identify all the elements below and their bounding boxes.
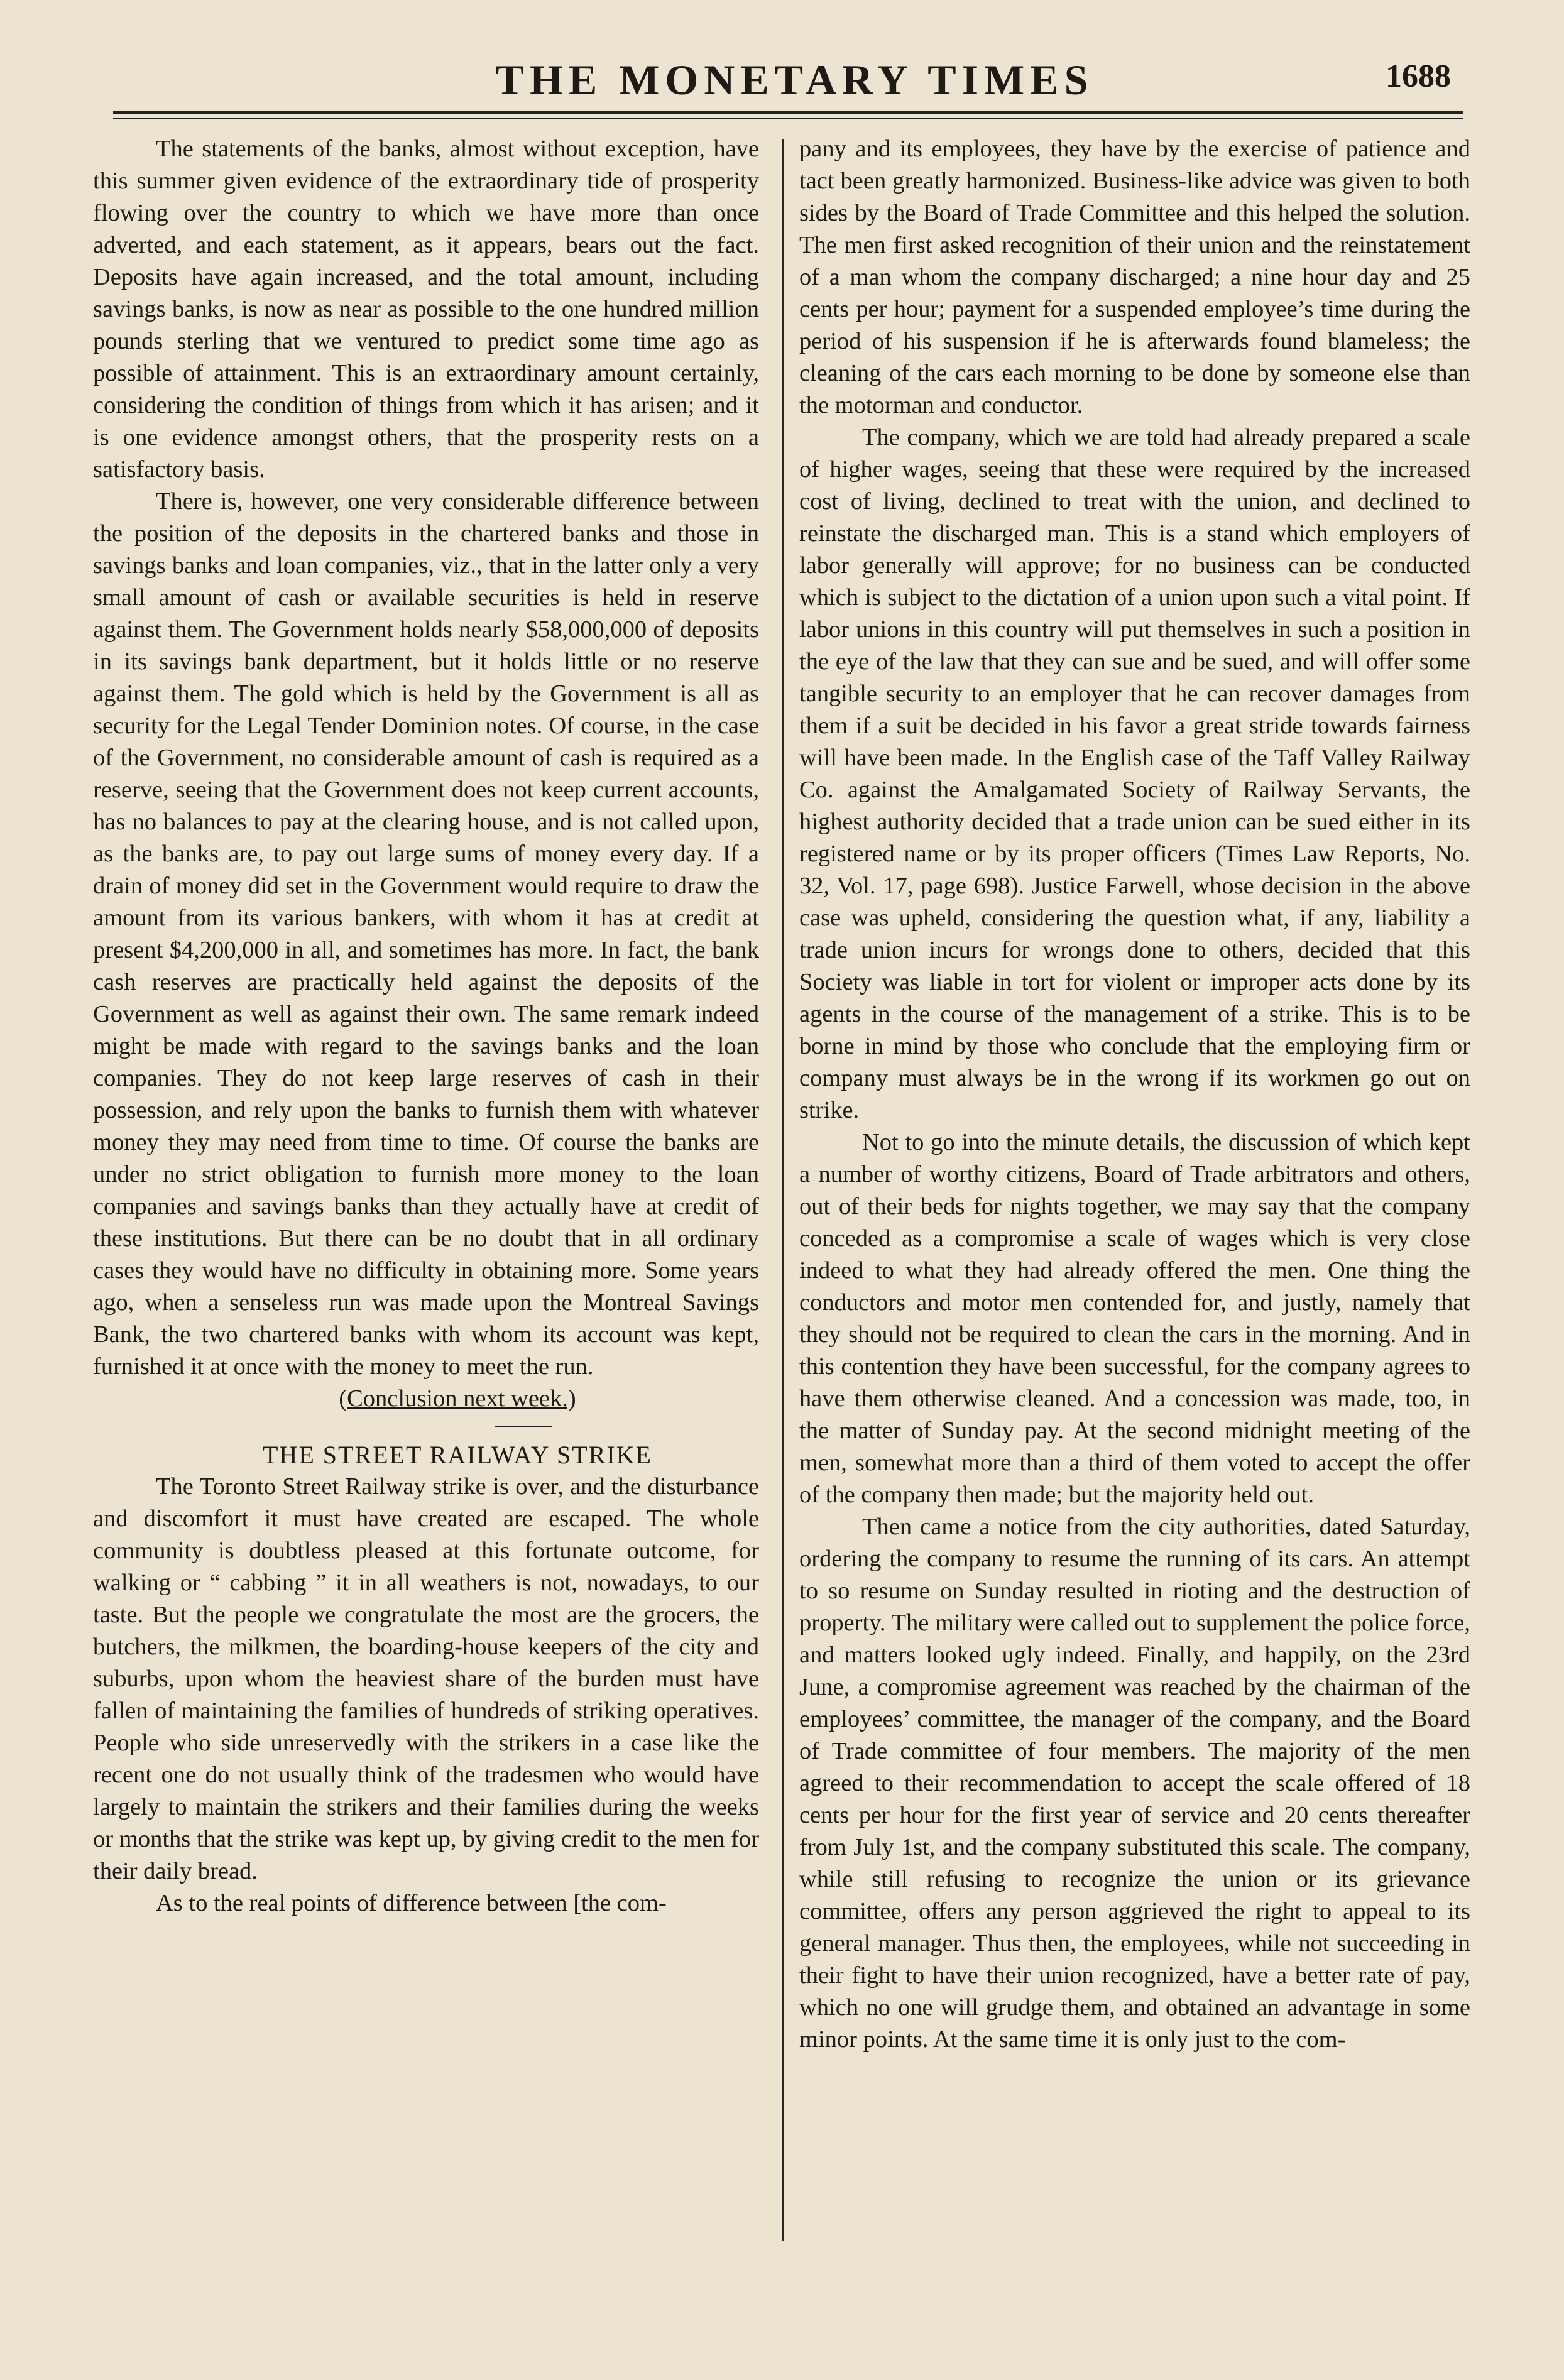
page-header — [113, 52, 1476, 108]
column-divider — [782, 139, 784, 2241]
conclusion-note-text: (Conclusion next week.) — [339, 1385, 576, 1412]
deposits-difference-paragraph: There is, however, one very considerable difference between the position of the deposits in the chartered banks and those in savings banks and loan companies, viz., that in the latter only a very small amount of cash or available securities is held in reserve against them. The Government holds nearly $58,000,000 of deposits in its savings bank department, but it holds little or no reserve against them. The gold which is held by the Government is all as security for the Legal Tender Dominion notes. Of course, in the case of the Government, no considerable amount of cash is required as a reserve, seeing that the Government does not keep current accounts, has no balances to pay at the clearing house, and is not called upon, as the banks are, to pay out large sums of money every day. If a drain of money did set in the Government would require to draw the amount from its various bankers, with whom it has at credit at present $4,200,000 in all, and sometimes has more. In fact, the bank cash reserves are practically held against the deposits of the Government as well as against their own. The same remark indeed might be made with regard to the savings banks and the loan companies. They do not keep large reserves of cash in their possession, and rely upon the banks to furnish them with whatever money they may need from time to time. Of course the banks are under no strict obligation to furnish more money to the loan companies and savings banks than they actually have at credit of these institutions. But there can be no doubt that in all ordinary cases they would have no difficulty in obtaining more. Some years ago, when a senseless run was made upon the Montreal Savings Bank, the two chartered banks with whom its account was kept, furnished it at once with the money to meet the run. — [93, 488, 759, 1380]
bank-statements-paragraph: The statements of the banks, almost without exception, have this summer given evidence of the extraordinary tide of prosperity flowing over the country to which we have more than once adverted, and each statement, as it appears, bears out the fact. Deposits have again increased, and the total amount, including savings banks, is now as near as possible to the one hundred million pounds sterling that we ventured to predict some time ago as possible of attainment. This is an extraordinary amount certainly, considering the condition of things from which it has arisen; and it is one evidence amongst others, that the prosperity rests on a satisfactory basis. — [93, 136, 759, 483]
header-rule-thick — [113, 111, 1463, 114]
compromise-details-paragraph: Not to go into the minute details, the discussion of which kept a number of worthy citizens, Board of Trade arbitrators and others, out of their beds for nights together, we may say that the company conceded as a compromise a scale of wages which is very close indeed to what they had already offered the men. One thing the conductors and motor men contended for, and justly, namely that they should not be required to clean the cars in the morning. And in this contention they have been successful, for the company agrees to have them otherwise cleaned. And a concession was made, too, in the matter of Sunday pay. At the second midnight meeting of the men, somewhat more than a third of them voted to accept the offer of the company then made; but the majority held out. — [799, 1129, 1470, 1508]
left-column — [93, 133, 759, 1919]
strike-points-paragraph: As to the real points of difference between [the com- — [156, 1890, 667, 1916]
conclusion-note — [93, 1383, 759, 1415]
company-stance-paragraph: The company, which we are told had already prepared a scale of higher wages, seeing that these were required by the increased cost of living, declined to treat with the union, and declined to reinstate the discharged man. This is a stand which employers of labor generally will approve; for no business can be conducted which is subject to the dictation of a union upon such a vital point. If labor unions in this country will put themselves in such a position in the eye of the law that they can sue and be sued, and will offer some tangible security to an employer that he can recover damages from them if a suit be decided in his favor a great stride towards fairness will have been made. In the English case of the Taff Valley Railway Co. against the Amalgamated Society of Railway Servants, the highest authority decided that a trade union can be sued either in its registered name or by its proper officers (Times Law Reports, No. 32, Vol. 17, page 698). Justice Farwell, whose decision in the above case was upheld, considering the question what, if any, liability a trade union incurs for wrongs done to others, decided that this Society was liable in tort for violent or improper acts done by its agents in the course of the management of a strike. This is to be borne in mind by those who conclude that the employing firm or company must always be in the wrong if its workmen go out on strike. — [799, 424, 1470, 1123]
publication-title: THE MONETARY TIMES — [495, 56, 1094, 104]
strike-continued-paragraph: pany and its employees, they have by the exercise of patience and tact been greatly harmonized. Business-like advice was given to both sides by the Board of Trade Committee and this helped the solution. The men first asked recognition of their union and the reinstatement of a man whom the company discharged; a nine hour day and 25 cents per hour; payment for a suspended employee’s time during the period of his suspension if he is afterwards found blameless; the cleaning of the cars each morning to be done by someone else than the motorman and conductor. — [799, 136, 1470, 418]
section-divider — [495, 1426, 552, 1427]
city-notice-paragraph: Then came a notice from the city authorities, dated Saturday, ordering the company to resume the running of its cars. An attempt to so resume on Sunday resulted in rioting and the destruction of property. The military were called out to supplement the police force, and matters looked ugly indeed. Finally, and happily, on the 23rd June, a compromise agreement was reached by the chairman of the employees’ committee, the manager of the company, and the Board of Trade committee of four members. The majority of the men agreed to their recommendation to accept the scale offered of 18 cents per hour for the first year of service and 20 cents thereafter from July 1st, and the company substituted this scale. The company, while still refusing to recognize the union or its grievance committee, offers any person aggrieved the right to appeal to its general manager. Thus then, the employees, while not succeeding in their fight to have their union recognized, have a better rate of pay, which no one will grudge them, and obtained an advantage in some minor points. At the same time it is only just to the com- — [799, 1514, 1470, 2053]
page-number: 1688 — [1386, 58, 1451, 94]
strike-intro-paragraph: The Toronto Street Railway strike is over, and the disturbance and discomfort it must have created are escaped. The whole community is doubtless pleased at this fortunate outcome, for walking or “ cabbing ” it in all weathers is not, nowadays, to our taste. But the people we congratulate the most are the grocers, the butchers, the milkmen, the boarding-house keepers of the city and suburbs, upon whom the heaviest share of the burden must have fallen of maintaining the families of hundreds of striking operatives. People who side unreservedly with the strikers in a case like the recent one do not usually think of the tradesmen who would have largely to maintain the strikers and their families during the weeks or months that the strike was kept up, by giving credit to the men for their daily bread. — [93, 1473, 759, 1884]
section-heading: THE STREET RAILWAY STRIKE — [263, 1441, 652, 1469]
right-column — [799, 133, 1470, 2056]
header-rule-thin — [113, 118, 1463, 119]
